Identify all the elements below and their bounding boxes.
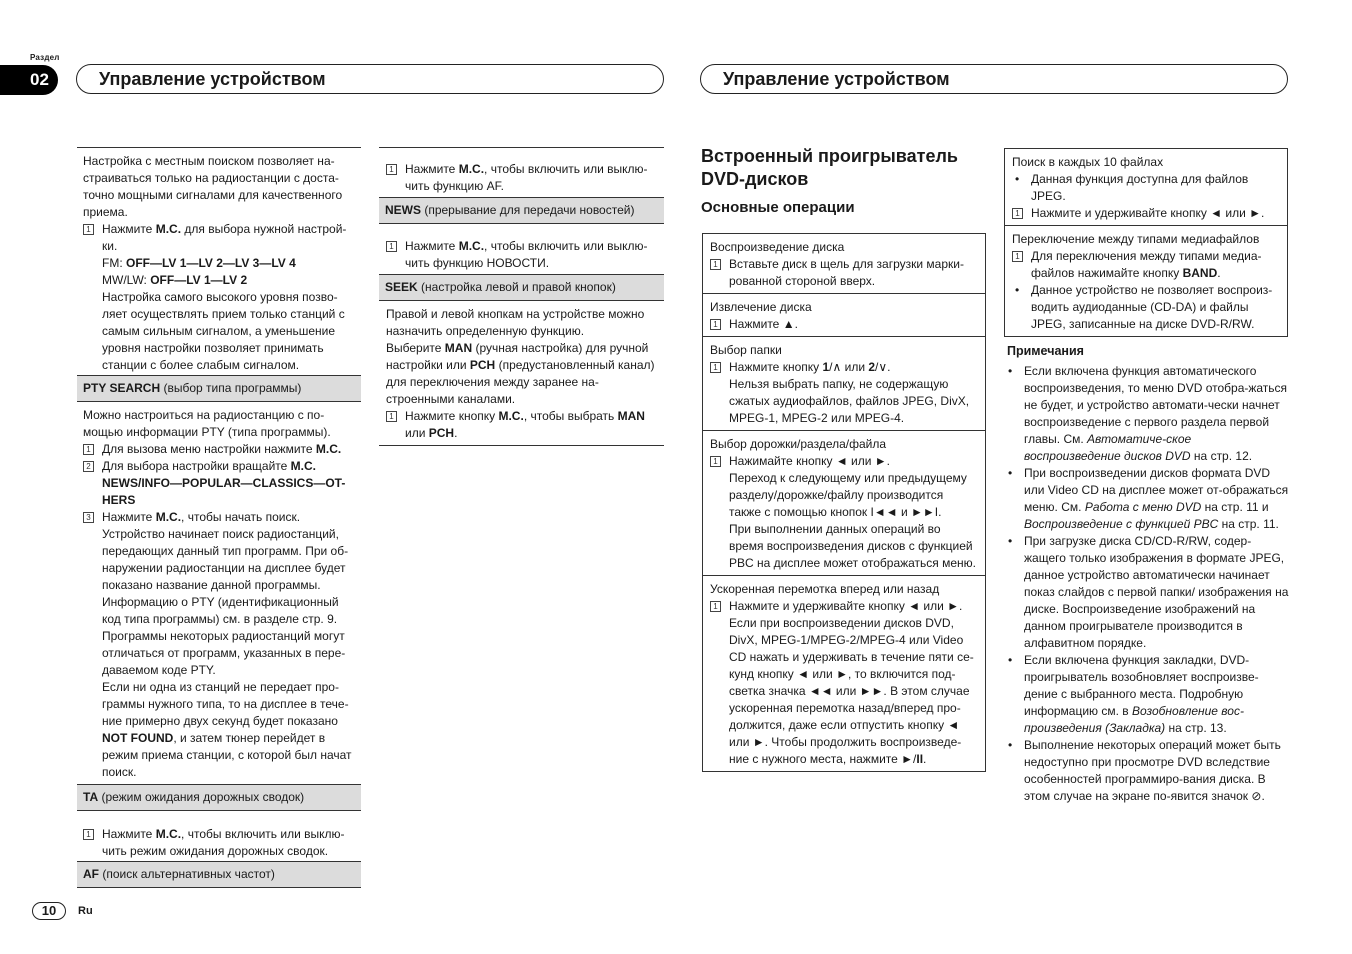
- step-pty-1: 1 Для вызова меню настройки нажмите M.C.: [83, 441, 355, 458]
- dvd-section-title: Встроенный проигрыватель DVD-дисков: [701, 146, 958, 189]
- pty-search-heading: PTY SEARCH (выбор типа программы): [77, 375, 361, 402]
- section-number-tab: 02: [0, 65, 58, 95]
- section-label: Раздел: [30, 53, 60, 62]
- up-arrow-icon: /∧: [829, 360, 842, 374]
- step-number-icon: 1: [83, 444, 94, 455]
- af-heading: AF (поиск альтернативных частот): [77, 861, 361, 888]
- step-number-icon: 1: [386, 411, 397, 422]
- page-title-left: Управление устройством: [76, 64, 664, 94]
- op-play-disc: Воспроизведение диска 1 Вставьте диск в щель для загрузки марки-рованной стороной вверх.: [710, 240, 964, 288]
- column-1: [77, 147, 361, 888]
- page-number: 10: [32, 902, 66, 920]
- step-ta-1: 1 Нажмите M.C., чтобы включить или выклю-чить режим ожидания дорожных сводок.: [83, 826, 355, 860]
- media-table: [1004, 148, 1288, 337]
- step-number-icon: 1: [710, 456, 721, 467]
- notes-heading: Примечания: [1007, 344, 1084, 358]
- op-select-track: Выбор дорожки/раздела/файла 1 Нажимайте кнопку ◄ или ►. Переход к следующему или предыдущему разделу/дорожке/файлу производится также с помощью кнопок I◄◄ и ►►I. При выполнении данных операций во время воспроизведения дисков с функцией PBC на дисплее может отображаться меню.: [703, 430, 985, 575]
- step-number-icon: 1: [1012, 208, 1023, 219]
- basic-operations-subtitle: Основные операции: [701, 199, 855, 216]
- step-number-icon: 1: [710, 362, 721, 373]
- down-arrow-icon: /∨: [875, 360, 888, 374]
- local-seek-intro: Настройка с местным поиском позволяет на-страиваться только на радиостанции с доста-точно мощными сигналами для качественного приема.: [83, 154, 343, 219]
- fm-levels: OFF—LV 1—LV 2—LV 3—LV 4: [126, 256, 296, 270]
- note-item: • Если включена функция автоматического воспроизведения, то меню DVD отобра-жаться не будет, и устройство автомати-чески начнет воспроизведение с первого раздела первой главы. См. Автоматиче-ское воспроизведение дисков DVD на стр. 12.: [1005, 363, 1291, 465]
- step-af-1: 1 Нажмите M.C., чтобы включить или выклю-чить функцию AF.: [386, 161, 657, 195]
- seek-heading: SEEK (настройка левой и правой кнопок): [379, 274, 664, 301]
- step-number-icon: 2: [83, 461, 94, 472]
- note-item: • При загрузке диска CD/CD-R/RW, содер-жащего только изображения в формате JPEG, данное устройство автоматически начинает показ слайдов с первой папки/ изображения на диске. Воспроизведение изображений на данном проигрывателе производится в алфавитном порядке.: [1005, 533, 1291, 652]
- divider: [77, 147, 361, 148]
- step-news-1: 1 Нажмите M.C., чтобы включить или выклю-чить функцию НОВОСТИ.: [386, 238, 657, 272]
- page-title-right: Управление устройством: [700, 64, 1288, 94]
- step-pty-2: 2 Для выбора настройки вращайте M.C. NEWS/INFO—POPULAR—CLASSICS—OT-HERS: [83, 458, 355, 509]
- divider: [379, 445, 664, 446]
- op-search-every-10: Поиск в каждых 10 файлах • Данная функция доступна для файлов JPEG. 1 Нажмите и удерживайте кнопку ◄ или ►.: [1005, 149, 1287, 225]
- step-number-icon: 1: [83, 829, 94, 840]
- step-number-icon: 1: [710, 259, 721, 270]
- note-item: • При воспроизведении дисков формата DVD или Video CD на дисплее может от-ображаться меню. См. Работа с меню DVD на стр. 11 и Воспроизведение с функцией PBC на стр. 11.: [1005, 465, 1291, 533]
- step-number-icon: 1: [1012, 251, 1023, 262]
- step-number-icon: 1: [83, 224, 94, 235]
- pty-options: NEWS/INFO—POPULAR—CLASSICS—OT-HERS: [102, 476, 346, 507]
- op-eject-disc: Извлечение диска 1 Нажмите ▲.: [703, 293, 985, 336]
- op-select-folder: Выбор папки 1 Нажмите кнопку 1/∧ или 2/∨. Нельзя выбрать папку, не содержащую сжатых аудиофайлов, файлов JPEG, DivX, MPEG-1, MPEG-2 или MPEG-4.: [703, 336, 985, 430]
- seek-intro: Правой и левой кнопкам на устройстве можно назначить определенную функцию.: [386, 307, 645, 338]
- operations-table: [702, 233, 986, 772]
- step-number-icon: 1: [710, 601, 721, 612]
- op-fast-forward: Ускоренная перемотка вперед или назад 1 Нажмите и удерживайте кнопку ◄ или ►. Если при воспроизведении дисков DVD, DivX, MPEG-1/MPEG-2/MPEG-4 или Video CD нажать и удерживать в течение пяти се-кунд кнопку ◄ или ►, то включится под-светка значка ◄◄ или ►►. В этом случае ускоренная перемотка назад/вперед про-должится, даже если отпустить кнопку ◄ или ►. Чтобы продолжить воспроизведе-ние с нужного места, нажмите ►/II.: [703, 575, 985, 771]
- level-note: Настройка самого высокого уровня позво-ляет осуществлять прием только станций с самым сильным сигналом, а уменьшение уровня настройки позволяет принимать станции с более слабым сигналом.: [102, 290, 345, 372]
- step-pty-3: 3 Нажмите M.C., чтобы начать поиск. Устройство начинает поиск радиостанций, передающих данный тип программ. При об-наружении радиостанции на дисплее будет показано название данной программы. Информацию о PTY (идентификационный код типа программы) см. в разделе стр. 9. Программы некоторых радиостанций могут отличаться от программ, указанных в пере-даваемом коде PTY. Если ни одна из станций не передает про-граммы нужного типа, то на дисплее в тече-ние примерно двух секунд будет показано NOT FOUND, и затем тюнер перейдет в режим приема станции, с которой был начат поиск.: [83, 509, 355, 781]
- step-number-icon: 3: [83, 512, 94, 523]
- pty-intro: Можно настроиться на радиостанцию с по-мощью информации PTY (типа программы).: [83, 408, 331, 439]
- step-local-1: 1 Нажмите M.C. для выбора нужной настрой-ки. FM: OFF—LV 1—LV 2—LV 3—LV 4 MW/LW: OFF—LV 1—LV 2 Настройка самого высокого уровня позво-ляет осуществлять прием только станций с самым сильным сигналом, а уменьшение уровня настройки позволяет принимать станции с более слабым сигналом.: [83, 221, 355, 374]
- prohibited-icon: ⊘: [1251, 789, 1262, 803]
- step-number-icon: 1: [710, 319, 721, 330]
- news-heading: NEWS (прерывание для передачи новостей): [379, 197, 664, 224]
- eject-icon: ▲: [782, 317, 795, 331]
- seek-choose: Выберите MAN (ручная настройка) для ручной настройки или PCH (предустановленный канал) для переключения между заранее на-строенными каналами.: [386, 341, 655, 406]
- ta-heading: TA (режим ожидания дорожных сводок): [77, 784, 361, 811]
- notes-list: [1005, 363, 1291, 805]
- column-2: [379, 147, 664, 446]
- step-number-icon: 1: [386, 164, 397, 175]
- divider: [379, 147, 664, 148]
- language-code: Ru: [78, 905, 93, 917]
- note-item: • Выполнение некоторых операций может быть недоступно при просмотре DVD вследствие особенностей программиро-вания диска. В этом случае на экране по-явится значок ⊘.: [1005, 737, 1291, 805]
- step-seek-1: 1 Нажмите кнопку M.C., чтобы выбрать MAN или PCH.: [386, 408, 657, 442]
- pause-icon: II: [916, 752, 924, 766]
- step-number-icon: 1: [386, 241, 397, 252]
- note-item: • Если включена функция закладки, DVD-проигрыватель возобновляет воспроизве-дение с выбранного места. Подробную информацию см. в Возобновление вос-произведения (Закладка) на стр. 13.: [1005, 652, 1291, 737]
- mw-levels: OFF—LV 1—LV 2: [150, 273, 248, 287]
- op-switch-media: Переключение между типами медиафайлов 1 Для переключения между типами медиа-файлов нажимайте кнопку BAND. • Данное устройство не позволяет воспроиз-водить аудиоданные (CD-DA) и файлы JPEG, записанные на диске DVD-R/RW.: [1005, 225, 1287, 336]
